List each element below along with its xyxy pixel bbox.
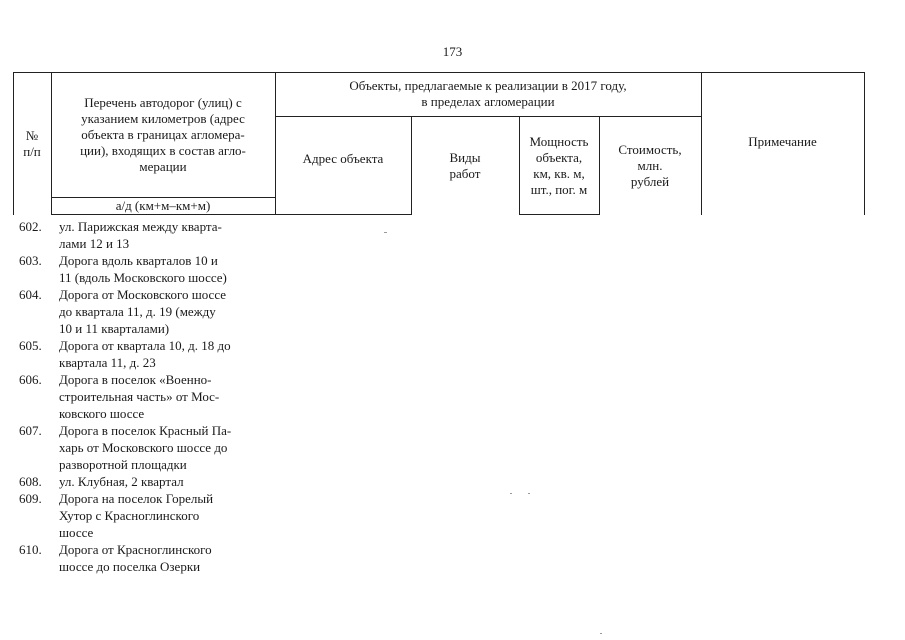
- list-item: [19, 473, 309, 490]
- header-num: № п/п: [23, 127, 41, 159]
- row-text: Дорога в поселок Красный Па- харь от Московского шоссе до разворотной площадки: [59, 423, 232, 472]
- row-text: Дорога от Красноглинского шоссе до поселка Озерки: [59, 542, 212, 574]
- row-number: 610.: [19, 542, 42, 557]
- header-roads: Перечень автодорог (улиц) с указанием километров (адрес объекта в границах агломера- ции), входящих в состав агло- мерации: [80, 94, 246, 174]
- header-objects-group: Объекты, предлагаемые к реализации в 2017 году, в пределах агломерации: [349, 78, 627, 109]
- scan-speck: [384, 232, 387, 233]
- header-roads-sub: а/д (км+м–км+м): [115, 197, 211, 213]
- list-item: [19, 218, 309, 252]
- list-item: [19, 490, 309, 541]
- list-item: [19, 286, 309, 337]
- list-item: [19, 252, 309, 286]
- row-number: 604.: [19, 287, 42, 302]
- list-item: [19, 371, 309, 422]
- row-text: Дорога в поселок «Военно- строительная часть» от Мос- ковского шоссе: [59, 372, 220, 421]
- row-text: ул. Парижская между кварта- лами 12 и 13: [59, 219, 222, 251]
- header-works: Виды работ: [449, 149, 481, 181]
- list-item: [19, 422, 309, 473]
- road-list: [19, 218, 309, 575]
- header-note: Примечание: [748, 134, 817, 149]
- row-text: Дорога от Московского шоссе до квартала 11, д. 19 (между 10 и 11 кварталами): [59, 287, 227, 336]
- row-number: 608.: [19, 474, 42, 489]
- row-text: ул. Клубная, 2 квартал: [59, 474, 184, 489]
- scan-speck: [510, 493, 512, 494]
- row-number: 606.: [19, 372, 42, 387]
- row-text: Дорога вдоль кварталов 10 и 11 (вдоль Московского шоссе): [59, 253, 227, 285]
- row-number: 605.: [19, 338, 42, 353]
- table-header: [13, 72, 865, 215]
- table-border-bottom: [51, 214, 411, 215]
- scan-speck: [528, 493, 530, 494]
- scan-speck: [600, 633, 602, 634]
- page-number: 173: [442, 44, 463, 59]
- header-cost: Стоимость, млн. рублей: [618, 141, 682, 189]
- row-number: 603.: [19, 253, 42, 268]
- header-capacity: Мощность объекта, км, кв. м, шт., пог. м: [529, 133, 589, 197]
- table-border-right: [864, 72, 865, 215]
- row-text: Дорога на поселок Горелый Хутор с Красноглинского шоссе: [59, 491, 214, 540]
- header-address: Адрес объекта: [302, 151, 384, 166]
- list-item: [19, 337, 309, 371]
- row-text: Дорога от квартала 10, д. 18 до квартала 11, д. 23: [59, 338, 231, 370]
- row-number: 607.: [19, 423, 42, 438]
- row-number: 602.: [19, 219, 42, 234]
- list-item: [19, 541, 309, 575]
- row-number: 609.: [19, 491, 42, 506]
